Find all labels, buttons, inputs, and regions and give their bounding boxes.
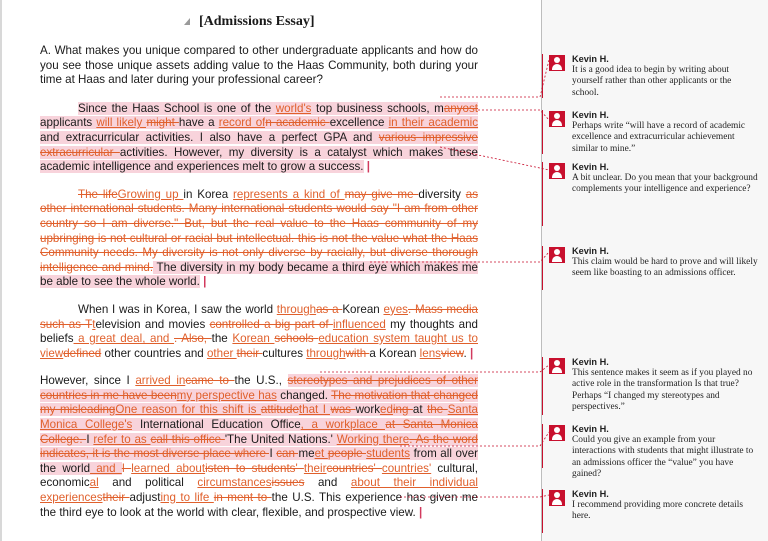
body-text-run: and political (98, 476, 198, 490)
body-text-run: activities. However, my diversity is a catalyst which makes these academic intelligence and experiences melt to grow a success. (40, 145, 478, 174)
deletion-text: isten to students' (205, 461, 304, 475)
insertion-text: al (89, 476, 99, 490)
insertion-text: ing to life (160, 491, 214, 505)
comment-text: A bit unclear. Do you mean that your background complements your intelligence and experience? (572, 173, 758, 195)
deletion-text: attitude (260, 403, 299, 417)
user-avatar-icon (549, 55, 565, 71)
comment-range-end-marker: | (466, 346, 474, 360)
body-text-run: work (355, 403, 381, 417)
comment-balloon[interactable] (549, 162, 759, 208)
insertion-text: my perspective has (176, 388, 277, 402)
deletion-text: countries' (326, 461, 382, 475)
paragraph-1[interactable] (40, 102, 478, 175)
deletion-text: as a (316, 302, 343, 316)
deletion-text: n academic (265, 116, 330, 130)
deletion-text: stereotypes and prejudices of other countries in me have been (40, 374, 478, 402)
body-text-run: top business schools, m (311, 101, 444, 115)
comment-text: This claim would be hard to prove and will likely seem like boasting to an admissions officer. (572, 257, 758, 279)
body-text-run: applicants (40, 116, 97, 130)
body-text-run: cultures (262, 346, 307, 360)
body-text-run: me (298, 447, 315, 461)
comment-author: Kevin H. (572, 357, 609, 367)
body-text-run: However, since I (40, 374, 136, 388)
deletion-text: their (102, 491, 130, 505)
insertion-text: t (92, 317, 96, 331)
deletion-text: . Also, (174, 332, 212, 346)
deletion-text: . As the word indicates, it is the most diverse place where (40, 432, 478, 461)
comment-marker-line (542, 110, 543, 154)
insertion-text: record of (218, 116, 266, 130)
insertion-text: through (306, 346, 346, 360)
insertion-text: arrived in (135, 374, 186, 388)
user-avatar-icon (549, 163, 565, 179)
body-text-run: diversity (418, 187, 466, 201)
paragraph-4[interactable] (40, 374, 478, 520)
insertion-text: about their individual experiences (40, 476, 478, 505)
deletion-text: controlled a big part of (209, 317, 333, 331)
deletion-text: their (236, 346, 263, 360)
deletion-text: . Mass media such as T (40, 302, 478, 331)
deletion-text: was (330, 403, 356, 417)
comment-author: Kevin H. (572, 489, 609, 499)
body-text-run: excellence (329, 116, 389, 130)
collapse-triangle-icon[interactable] (184, 18, 190, 25)
insertion-text: et (314, 447, 328, 461)
comment-balloon[interactable] (549, 489, 759, 535)
comment-text: Could you give an example from your interactions with students that might illustrate to an admissions officer the “value” you have gained? (572, 435, 754, 480)
deletion-text: at Santa Monica College. (40, 418, 478, 446)
body-text-run: a Korean (369, 346, 420, 360)
insertion-text: through (276, 302, 317, 316)
comment-marker-line (542, 162, 543, 226)
insertion-text: , a workplace (300, 418, 386, 432)
deletion-text: as other international students. Many international students would say "I am from other country so I am diverse." But, but the real value to the Haas community of my upbringing is not cultural or racial but intellectual. this is not the value what the Haas Community needs. My diversity is not only diverse by racially, but diverse thorough intelligence and mind. (40, 187, 478, 274)
deletion-text: came to (185, 374, 235, 388)
deletion-text: might (146, 116, 179, 130)
body-text-run: at (412, 403, 428, 417)
insertion-text: world's (275, 101, 312, 115)
comment-text: This sentence makes it seem as if you played no active role in the transformation Is that true? Perhaps “I changed my stereotypes and perspectives.” (572, 368, 753, 413)
deletion-text: anyost (443, 101, 479, 115)
comment-range-end-marker: | (415, 505, 423, 519)
insertion-text: Santa Monica College's (40, 403, 478, 432)
body-text-run: the (211, 332, 233, 346)
comment-balloon[interactable] (549, 246, 759, 292)
deletion-text: people (327, 447, 367, 461)
deletion-text: defined (63, 346, 102, 360)
comment-text: It is a good idea to begin by writing about yourself rather than other applicants or the school. (572, 65, 732, 98)
comment-marker-line (542, 54, 543, 98)
body-text-run: the U.S. This experience has given me the third eye to look at the world with clear, flexible, and prospective view. (40, 491, 478, 519)
insertion-text: countries' (381, 461, 432, 475)
body-text-run: I (86, 432, 94, 446)
user-avatar-icon (549, 358, 565, 374)
insertion-text: lens (419, 346, 441, 360)
insertion-text: a great deal, and (73, 332, 175, 346)
left-margin-bar (0, 0, 2, 541)
insertion-text: students (366, 447, 411, 461)
body-text-run: elevision and movies (95, 317, 210, 331)
body-text-run: from all over the world (40, 447, 479, 475)
comment-author: Kevin H. (572, 110, 609, 120)
comment-text: I recommend providing more concrete details here. (572, 500, 744, 522)
deletion-text: The motivation that changed my misleading (40, 388, 478, 417)
body-text-run: I (269, 447, 277, 461)
insertion-text: will likely (96, 116, 147, 130)
deletion-text: call this office (150, 432, 225, 446)
insertion-text: One reason for this shift is (115, 403, 261, 417)
body-text-run: When I was in Korea, I saw the world (78, 302, 277, 316)
essay-question: A. What makes you unique compared to other undergraduate applicants and how do you see those unique assets adding value to the Haas Community, both during your time at Haas and later during your professional career? (40, 44, 478, 87)
body-text-run: the U.S., (234, 374, 288, 388)
comment-balloon[interactable] (549, 424, 759, 480)
body-text-run: Korean (342, 302, 384, 316)
insertion-text: other (206, 346, 237, 360)
deletion-text: issues (271, 476, 305, 490)
body-text-run: Since the Haas School is one of the (78, 101, 276, 115)
deletion-text: The life (78, 187, 118, 201)
essay-body[interactable] (40, 44, 478, 533)
deletion-text: can (276, 447, 299, 461)
comment-balloon[interactable] (549, 54, 759, 100)
comment-author: Kevin H. (572, 54, 609, 64)
insertion-text: in their academic (388, 116, 479, 130)
deletion-text: view (440, 346, 464, 360)
paragraph-3[interactable] (40, 303, 478, 361)
deletion-text: ing (392, 403, 413, 417)
insertion-text: Korean (232, 332, 275, 346)
insertion-text: eyes (383, 302, 408, 316)
body-text-run: my thoughts and beliefs (40, 317, 478, 346)
body-text-run: and extracurricular activities. I also have a perfect GPA and (40, 130, 379, 144)
body-text-run: International Education Office (132, 418, 301, 432)
deletion-text: schools (274, 332, 319, 346)
deletion-text: various impressive extracurricular (40, 130, 479, 159)
comment-range-end-marker: | (363, 160, 370, 174)
insertion-text: influenced (332, 317, 386, 331)
body-text-run: have a (178, 116, 219, 130)
comment-balloon[interactable] (549, 357, 759, 413)
body-text-run: 'The United Nations.' (224, 432, 337, 446)
comment-balloon[interactable] (549, 110, 759, 156)
deletion-text: with (345, 346, 370, 360)
insertion-text: circumstances (197, 476, 272, 490)
body-text-run: and (304, 476, 351, 490)
body-text-run: cultural, economic (40, 461, 478, 490)
insertion-text: Working there (336, 432, 410, 446)
insertion-text: education system taught us to view (40, 332, 478, 360)
comment-range-end-marker: | (199, 275, 207, 289)
comment-text: Perhaps write “will have a record of academic excellence and extracurricular achievement similar to mine.” (572, 121, 746, 154)
comment-author: Kevin H. (572, 246, 609, 256)
deletion-text: in ment to (213, 491, 272, 505)
body-text-run: The diversity in my body became a third eye which makes me be able to see the whole world. (40, 260, 478, 289)
body-text-run: other countries and (101, 346, 207, 360)
insertion-text: and (90, 461, 122, 475)
body-text-run: adjust (129, 491, 161, 505)
insertion-text: refer to as (93, 432, 151, 446)
body-text-run: in Korea (183, 187, 234, 201)
comment-author: Kevin H. (572, 162, 609, 172)
insertion-text: learned about (131, 461, 206, 475)
comment-marker-line (542, 357, 543, 415)
insertion-text: that I (298, 403, 331, 417)
essay-title: [Admissions Essay] (199, 14, 315, 29)
insertion-text: ed (380, 403, 393, 417)
deletion-text: the (427, 403, 448, 417)
deletion-text: may give me (344, 187, 419, 201)
deletion-text: I (121, 461, 132, 475)
comment-author: Kevin H. (572, 424, 609, 434)
user-avatar-icon (549, 111, 565, 127)
insertion-text: Growing up (117, 187, 184, 201)
user-avatar-icon (549, 247, 565, 263)
user-avatar-icon (549, 490, 565, 506)
comment-marker-line (542, 489, 543, 533)
user-avatar-icon (549, 425, 565, 441)
comment-marker-line (542, 424, 543, 468)
comment-marker-line (542, 246, 543, 290)
body-text-run: changed. (276, 388, 332, 402)
body-text-run: . (463, 346, 467, 360)
paragraph-2[interactable] (40, 188, 478, 290)
insertion-text: their (303, 461, 327, 475)
insertion-text: represents a kind of (233, 187, 345, 201)
